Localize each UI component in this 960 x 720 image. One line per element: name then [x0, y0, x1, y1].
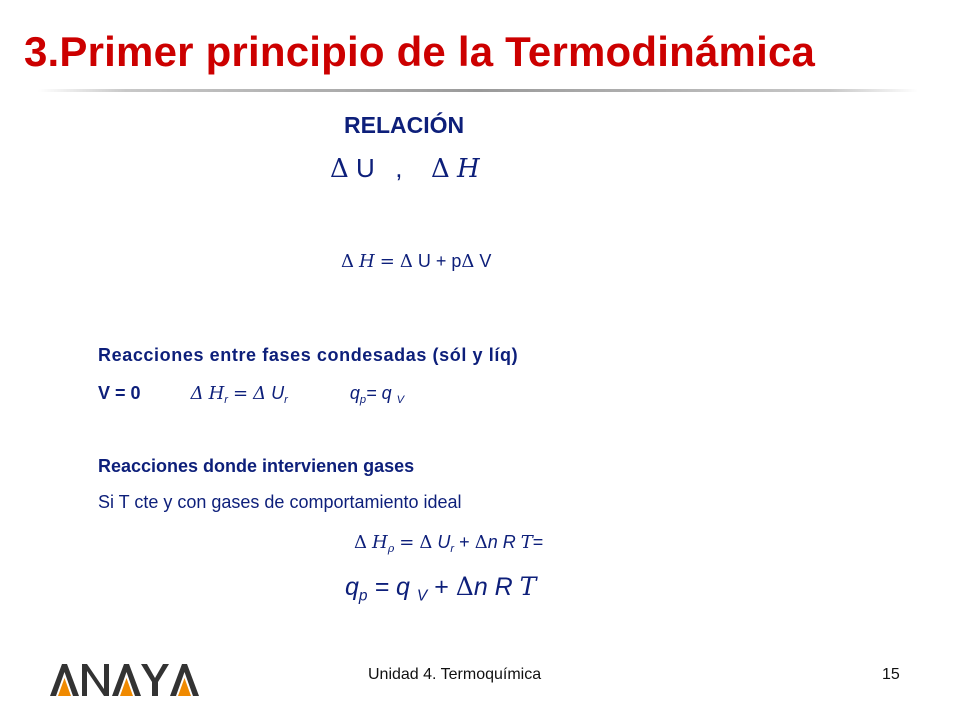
- anaya-logo: [48, 658, 204, 705]
- h-symbol: H: [208, 383, 225, 404]
- h-symbol: H: [456, 154, 480, 184]
- equals-tail: =: [532, 532, 544, 552]
- delta-u-delta-h-pair: [330, 153, 480, 184]
- footer-caption: Unidad 4. Termoquímica: [368, 666, 542, 683]
- comma: ,: [395, 153, 403, 183]
- enthalpy-definition-equation: [341, 251, 491, 272]
- ideal-gas-condition: Si T cte y con gases de comportamiento ideal: [98, 492, 462, 512]
- equation-rhs: U + p: [417, 251, 462, 271]
- heat-relation-equation: [345, 572, 537, 605]
- delta-symbol: Δ: [354, 532, 367, 553]
- subscript-p: p: [359, 393, 367, 406]
- v-symbol: V: [479, 251, 492, 271]
- slide-title: 3.Primer principio de la Termodinámica: [24, 28, 816, 75]
- equals-q: = q: [366, 383, 392, 403]
- delta-symbol: Δ: [190, 383, 204, 404]
- plus-sign: +: [434, 573, 449, 601]
- subscript-r: r: [224, 393, 228, 406]
- delta-symbol: Δ: [419, 532, 433, 553]
- section-gases-heading: Reacciones donde intervienen gases: [98, 456, 415, 476]
- slide-subtitle: RELACIÓN: [344, 112, 465, 138]
- delta-symbol: Δ: [474, 532, 488, 553]
- h-symbol: H: [359, 251, 375, 272]
- q-symbol: q: [345, 573, 359, 601]
- n-r-symbol: n R: [473, 573, 513, 601]
- page-number: 15: [882, 666, 900, 683]
- condensed-phase-equation: [98, 383, 404, 404]
- subscript-r: r: [450, 542, 455, 555]
- subscript-v: V: [416, 587, 428, 605]
- gas-enthalpy-equation: [354, 532, 543, 553]
- subscript-rho: ρ: [387, 541, 395, 555]
- delta-symbol: Δ: [341, 251, 354, 272]
- t-symbol: T: [520, 532, 533, 553]
- delta-symbol: Δ: [461, 251, 475, 272]
- delta-symbol: Δ: [430, 154, 450, 184]
- q-symbol: q: [349, 383, 360, 403]
- delta-symbol: Δ: [253, 383, 267, 404]
- section-condensed-heading: Reacciones entre fases condesadas (sól y líq): [98, 345, 519, 365]
- delta-symbol: Δ: [455, 572, 474, 601]
- u-symbol: U: [271, 383, 285, 403]
- volume-zero: V = 0: [98, 383, 141, 403]
- u-symbol: U: [437, 532, 451, 552]
- equals-sign: =: [233, 383, 249, 404]
- subscript-v: V: [396, 393, 405, 406]
- subscript-p: p: [358, 587, 368, 605]
- h-symbol: H: [372, 532, 388, 553]
- equals-q: = q: [374, 573, 410, 601]
- title-underline: [38, 89, 918, 92]
- u-symbol: U: [356, 153, 375, 183]
- subscript-r: r: [284, 393, 288, 406]
- anaya-logo-graphic: [48, 658, 204, 700]
- delta-symbol: Δ: [330, 154, 349, 184]
- delta-symbol: Δ: [399, 251, 413, 272]
- equals-sign: =: [379, 251, 395, 272]
- plus-sign: +: [459, 532, 470, 552]
- equals-sign: =: [399, 532, 415, 553]
- n-r-symbol: n R: [487, 532, 516, 552]
- t-symbol: T: [519, 572, 537, 601]
